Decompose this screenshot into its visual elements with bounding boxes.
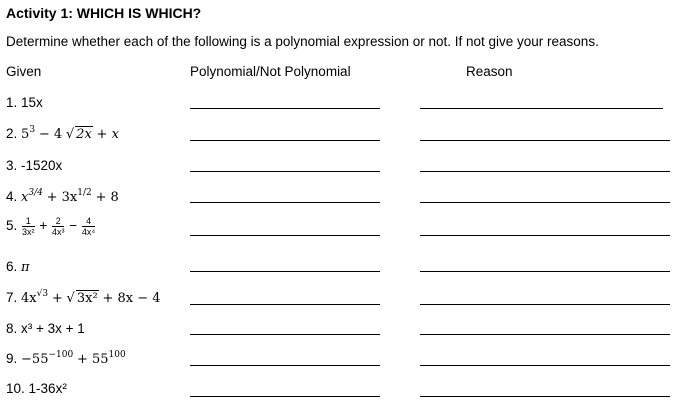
item-7-expression: 7. $4x^{√3}$ + √ 3x² + 8x − 4 xyxy=(6,289,161,306)
item-6-expression: 6. π xyxy=(6,259,30,275)
answer-line-8-reason[interactable] xyxy=(420,334,670,335)
answer-line-4-polynomial[interactable] xyxy=(190,202,380,203)
item-1-expression: 1. 15x xyxy=(6,95,43,110)
item-8-expression: 8. x³ + 3x + 1 xyxy=(6,321,85,336)
item-row-3 xyxy=(0,155,676,179)
item-row-8 xyxy=(0,318,676,342)
answer-line-10-reason[interactable] xyxy=(420,396,670,397)
instructions: Determine whether each of the following is a polynomial expression or not. If not give your reasons. xyxy=(6,34,599,49)
answer-line-9-reason[interactable] xyxy=(420,365,670,366)
item-row-4 xyxy=(0,186,676,210)
answer-line-7-polynomial[interactable] xyxy=(190,304,380,305)
answer-line-9-polynomial[interactable] xyxy=(190,365,380,366)
item-5-expression: 5. $\frac{1}{\text{3x²}}$ + $\frac{2}{\text{4x³}}$ − $\frac{4}{\text{4x⁴}}$ xyxy=(6,216,96,237)
item-row-6 xyxy=(0,256,676,280)
answer-line-1-polynomial[interactable] xyxy=(190,108,380,109)
item-2-expression: 2. $5^3 - 4$ √ 2x + x xyxy=(6,125,119,142)
answer-line-6-reason[interactable] xyxy=(420,271,670,272)
item-4-expression: 4. $x^{3/4} + 3x^{1/2} + 8$ xyxy=(6,188,119,205)
answer-line-5-polynomial[interactable] xyxy=(190,235,380,236)
answer-line-10-polynomial[interactable] xyxy=(190,396,380,397)
activity-title: Activity 1: WHICH IS WHICH? xyxy=(6,5,202,21)
answer-line-5-reason[interactable] xyxy=(420,235,670,236)
item-row-7 xyxy=(0,287,676,311)
item-3-expression: 3. -1520x xyxy=(6,158,63,173)
item-row-5 xyxy=(0,214,676,246)
item-row-1 xyxy=(0,92,676,116)
answer-line-3-polynomial[interactable] xyxy=(190,171,380,172)
answer-line-2-reason[interactable] xyxy=(420,140,670,141)
item-row-2 xyxy=(0,123,676,147)
answer-line-2-polynomial[interactable] xyxy=(190,140,380,141)
answer-line-4-reason[interactable] xyxy=(420,202,670,203)
answer-line-8-polynomial[interactable] xyxy=(190,334,380,335)
item-row-9 xyxy=(0,348,676,372)
header-given: Given xyxy=(6,64,42,79)
answer-line-7-reason[interactable] xyxy=(420,304,670,305)
answer-line-6-polynomial[interactable] xyxy=(190,271,380,272)
header-polynomial: Polynomial/Not Polynomial xyxy=(190,64,351,79)
answer-line-1-reason[interactable] xyxy=(420,108,663,109)
header-reason: Reason xyxy=(466,64,513,79)
answer-line-3-reason[interactable] xyxy=(420,171,670,172)
item-9-expression: 9. $-55^{-100} + 55^{100}$ xyxy=(6,350,126,367)
item-10-expression: 10. 1-36x² xyxy=(6,381,67,396)
item-row-10 xyxy=(0,378,676,402)
